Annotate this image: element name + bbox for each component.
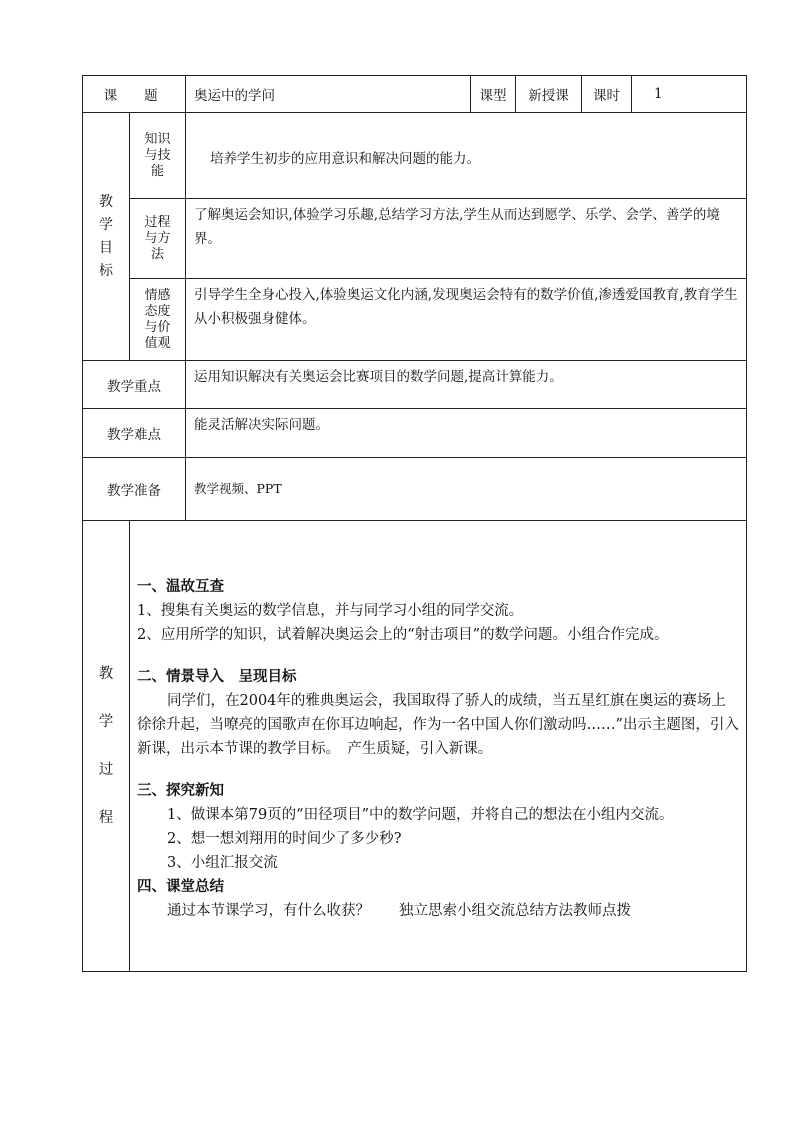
process-line: 通过本节课学习，有什么收获？ 独立思索小组交流总结方法教师点拨 [167,903,631,919]
process-content [130,521,747,972]
header-row [83,76,747,113]
objectives-label-char: 教 [99,193,113,210]
lesson-plan-table [82,75,747,972]
sub-label-char: 值观 [144,335,171,351]
spacer [137,761,740,779]
section-title: 二、情景导入 呈现目标 [137,668,297,685]
hours-value: 1 [632,76,747,113]
hours-label: 课时 [582,76,632,113]
type-label: 课型 [471,76,516,113]
type-value: 新授课 [516,76,582,113]
sub-label-char: 能 [150,163,164,179]
process-line: 1、做课本第79页的“田径项目”中的数学问题，并将自己的想法在小组内交流。 [167,807,674,823]
process-row [83,521,747,972]
lesson-plan-sheet [82,75,746,972]
sub-label-char: 与技 [144,147,171,163]
process-label-char: 学 [98,714,114,730]
objectives-label [83,113,130,361]
difficulty-text: 能灵活解决实际问题。 [186,409,747,458]
section-title: 三、探究新知 [137,782,224,799]
sub-label-char: 与价 [144,319,171,335]
objective-row-knowledge [83,113,747,199]
objective-label-knowledge [130,113,186,199]
objectives-label-char: 目 [99,239,113,256]
difficulty-row [83,409,747,458]
process-line: 1、搜集有关奥运的数学信息，并与同学习小组的同学交流。 [137,603,524,619]
objective-row-attitude [83,279,747,361]
preparation-row [83,458,747,521]
section-title: 四、课堂总结 [137,878,224,895]
process-line: 3、小组汇报交流 [167,855,278,871]
objective-row-process [83,199,747,279]
process-label-char: 教 [98,666,114,682]
sub-label-char: 与方 [144,230,171,246]
objectives-label-char: 标 [99,262,113,279]
objective-text-process: 了解奥运会知识,体验学习乐趣,总结学习方法,学生从而达到愿学、乐学、会学、善学的境界。 [186,199,747,279]
sub-label-char: 过程 [144,214,171,230]
topic-value: 奥运中的学问 [186,76,471,113]
key-point-label: 教学重点 [83,361,186,409]
process-paragraph: 同学们，在2004年的雅典奥运会，我国取得了骄人的成绩，当五星红旗在奥运的赛场上徐徐升起，当嘹亮的国歌声在你耳边响起，作为一名中国人你们激动吗……”出示主题图，引入新课，出示本节课的教学目标。 产生质疑，引入新课。 [137,693,739,757]
section-title: 一、温故互查 [137,578,224,595]
process-label [83,521,130,972]
objective-label-process [130,199,186,279]
sub-label-char: 情感 [144,287,171,303]
process-label-char: 程 [98,810,114,826]
sub-label-char: 知识 [144,131,171,147]
preparation-label: 教学准备 [83,458,186,521]
sub-label-char: 法 [150,246,164,262]
process-line: 2、想一想刘翔用的时间少了多少秒? [167,831,402,847]
objective-label-attitude [130,279,186,361]
key-point-text: 运用知识解决有关奥运会比赛项目的数学问题,提高计算能力。 [186,361,747,409]
sub-label-char: 态度 [144,303,171,319]
topic-label: 课 题 [83,76,186,113]
key-point-row [83,361,747,409]
process-line: 2、应用所学的知识，试着解决奥运会上的“射击项目”的数学问题。小组合作完成。 [137,627,669,643]
objective-text-attitude: 引导学生全身心投入,体验奥运文化内涵,发现奥运会特有的数学价值,渗透爱国教育,教育学生从小积极强身健体。 [186,279,747,361]
objective-text-knowledge: 培养学生初步的应用意识和解决问题的能力。 [186,113,747,199]
process-label-char: 过 [98,762,114,778]
preparation-text: 教学视频、PPT [186,458,747,521]
spacer [137,647,740,665]
difficulty-label: 教学难点 [83,409,186,458]
objectives-label-char: 学 [99,216,113,233]
